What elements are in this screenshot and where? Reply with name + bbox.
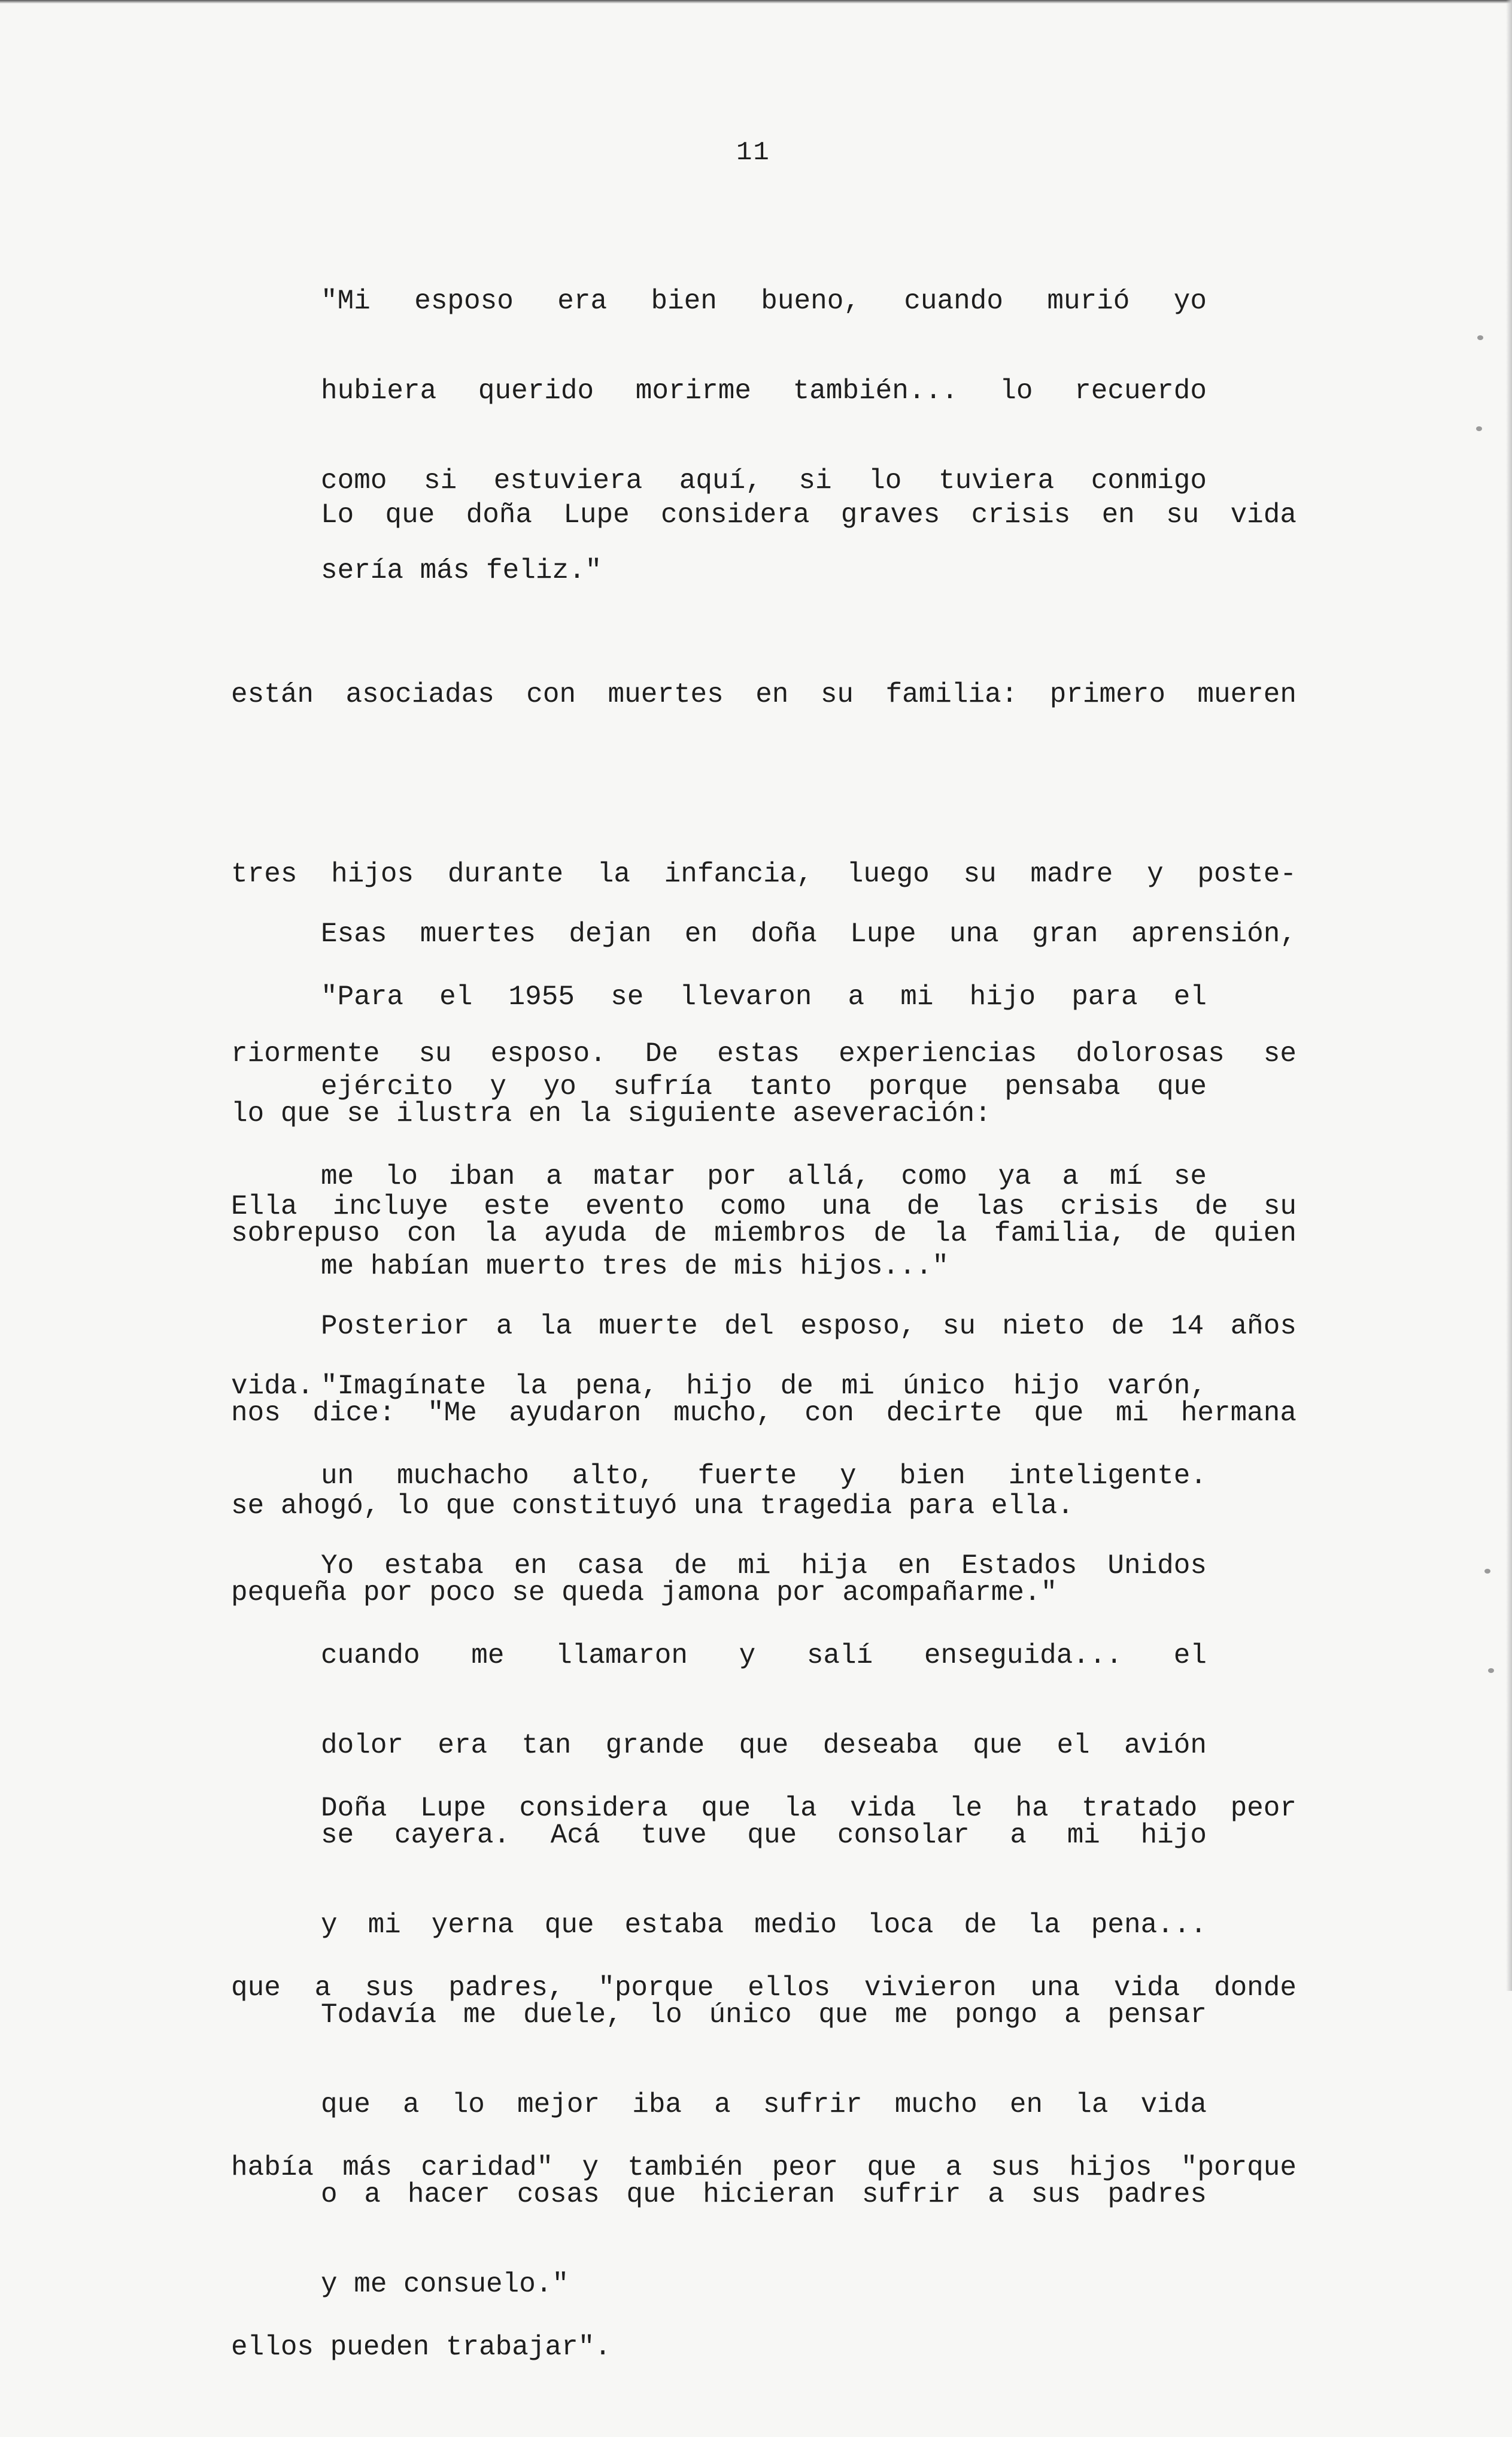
page-number: 11 — [736, 138, 770, 168]
quote-line: "Mi esposo era bien bueno, cuando murió yo — [321, 286, 1207, 317]
paragraph-line: Lo que doña Lupe considera graves crisis en su vida — [321, 499, 1297, 531]
paragraph-line: vida. — [231, 1371, 314, 1402]
quote-line: que a lo mejor iba a sufrir mucho en la vida — [321, 2089, 1207, 2120]
paragraph-line: ellos pueden trabajar". — [231, 2332, 611, 2363]
scan-speck — [1484, 1569, 1490, 1574]
scan-edge-right — [1506, 0, 1512, 1991]
paragraph-line: se ahogó, lo que constituyó una tragedia para ella. — [231, 1490, 1074, 1521]
quote-line: como si estuviera aquí, si lo tuviera conmigo — [321, 465, 1207, 496]
quote-line: cuando me llamaron y salí enseguida... el — [321, 1640, 1207, 1671]
quote-line: Todavía me duele, lo único que me pongo a pensar — [321, 1999, 1207, 2030]
paragraph-line: Esas muertes dejan en doña Lupe una gran aprensión, — [321, 919, 1297, 950]
paragraph-line: Doña Lupe considera que la vida le ha tratado peor — [321, 1793, 1297, 1824]
paragraph-line: pequeña por poco se queda jamona por acompañarme." — [231, 1577, 1058, 1608]
paragraph-line: tres hijos durante la infancia, luego su madre y poste- — [231, 859, 1297, 890]
quote-line: se cayera. Acá tuve que consolar a mi hijo — [321, 1820, 1207, 1851]
quote-line: "Imagínate la pena, hijo de mi único hijo varón, — [321, 1371, 1207, 1402]
paragraph-line: sobrepuso con la ayuda de miembros de la familia, de quien — [231, 1218, 1297, 1249]
paragraph-line: están asociadas con muertes en su familia: primero mueren — [231, 679, 1297, 710]
quote-line: y mi yerna que estaba medio loca de la pena... — [321, 1909, 1207, 1941]
scan-speck — [1488, 1668, 1494, 1673]
paragraph-line: Posterior a la muerte del esposo, su nieto de 14 años — [321, 1311, 1297, 1342]
quote-line: sería más feliz." — [321, 555, 602, 586]
scan-speck — [1476, 426, 1482, 431]
quote-line: un muchacho alto, fuerte y bien inteligente. — [321, 1460, 1207, 1492]
paragraph-line: había más caridad" y también peor que a sus hijos "porque — [231, 2152, 1297, 2183]
quote-line: ejército y yo sufría tanto porque pensaba que — [321, 1071, 1207, 1102]
paragraph-5 — [231, 1659, 1297, 2437]
quote-line: me lo iban a matar por allá, como ya a mí se — [321, 1161, 1207, 1192]
paragraph-line: Ella incluye este evento como una de las crisis de su — [231, 1191, 1297, 1222]
scan-edge-top — [0, 0, 1512, 4]
quote-line: "Para el 1955 se llevaron a mi hijo para el — [321, 981, 1207, 1013]
paragraph-line: que a sus padres, "porque ellos vivieron una vida donde — [231, 1972, 1297, 2003]
scan-speck — [1477, 335, 1483, 340]
paragraph-line: riormente su esposo. De estas experiencias dolorosas se — [231, 1038, 1297, 1069]
paragraph-line: lo que se ilustra en la siguiente aseveración: — [231, 1098, 991, 1129]
quote-line: dolor era tan grande que deseaba que el avión — [321, 1730, 1207, 1761]
quote-line: Yo estaba en casa de mi hija en Estados Unidos — [321, 1550, 1207, 1581]
quote-line: hubiera querido morirme también... lo recuerdo — [321, 375, 1207, 407]
quote-line: y me consuelo." — [321, 2269, 569, 2300]
paragraph-line: nos dice: "Me ayudaron mucho, con decirte que mi hermana — [231, 1398, 1297, 1429]
quote-line: o a hacer cosas que hicieran sufrir a sus padres — [321, 2179, 1207, 2210]
quote-line: me habían muerto tres de mis hijos..." — [321, 1251, 949, 1282]
